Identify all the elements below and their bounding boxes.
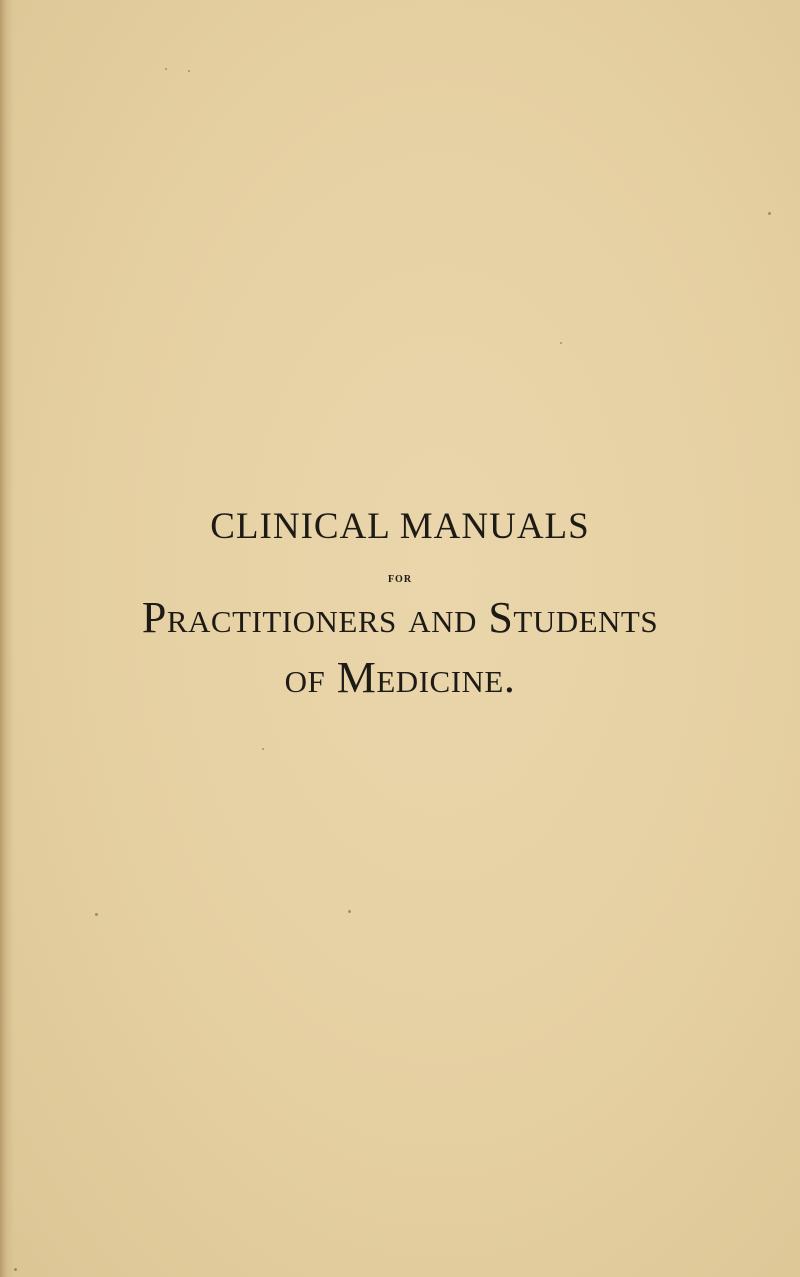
title-block: [0, 505, 800, 703]
paper-speck: [560, 342, 562, 344]
paper-speck: [14, 1268, 17, 1271]
paper-speck: [95, 913, 98, 916]
field-line: of Medicine.: [284, 653, 516, 702]
paper-speck: [348, 910, 351, 913]
paper-speck: [165, 68, 167, 70]
paper-speck: [188, 70, 190, 72]
paper-speck: [262, 748, 264, 750]
audience-line: Practitioners and Students: [141, 593, 659, 642]
paper-speck: [768, 212, 771, 215]
series-connector: FOR: [387, 574, 413, 585]
series-title: CLINICAL MANUALS: [210, 506, 590, 547]
